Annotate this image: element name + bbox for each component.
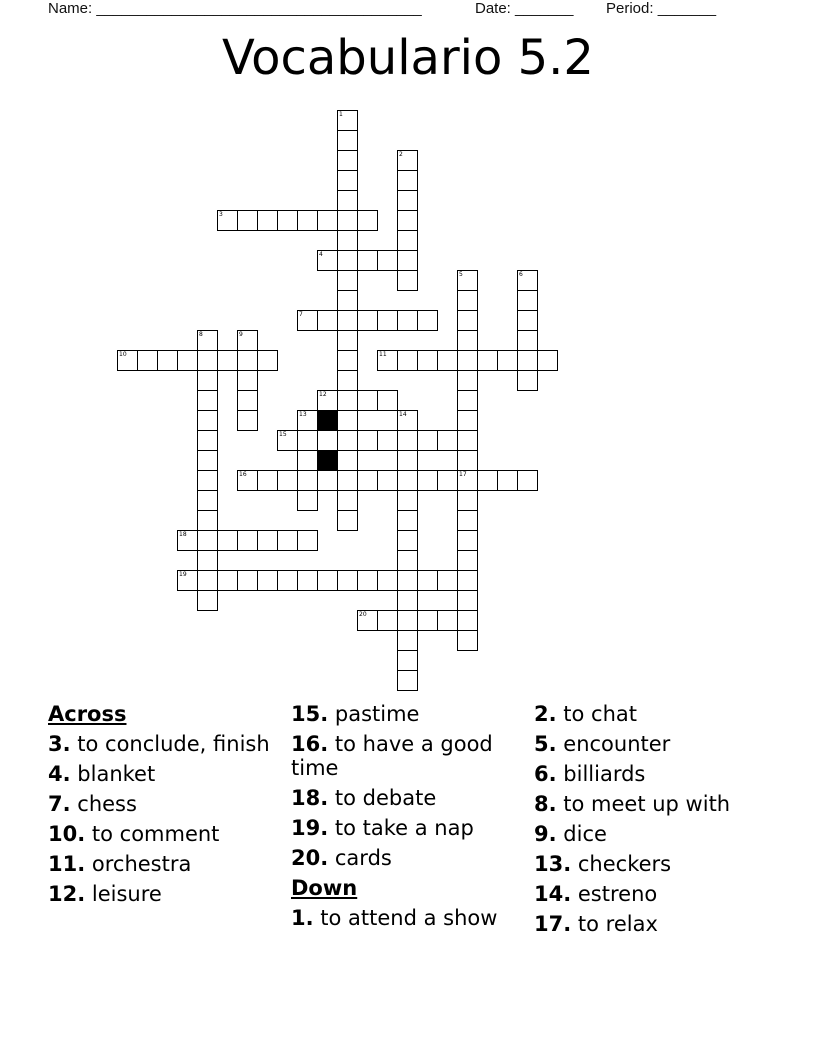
grid-cell[interactable]	[197, 470, 218, 491]
clue-number-label: 4	[319, 251, 323, 258]
clue-across-18	[291, 786, 526, 810]
clue-number: 16.	[291, 732, 329, 756]
grid-cell[interactable]	[397, 630, 418, 651]
grid-cell[interactable]	[337, 170, 358, 191]
grid-cell[interactable]	[237, 410, 258, 431]
grid-cell[interactable]	[457, 610, 478, 631]
grid-cell[interactable]	[277, 430, 298, 451]
grid-cell[interactable]	[197, 510, 218, 531]
clue-number-label: 8	[199, 331, 203, 338]
clue-text: blanket	[77, 762, 156, 786]
clue-text: orchestra	[91, 852, 192, 876]
grid-cell[interactable]	[357, 210, 378, 231]
grid-cell[interactable]	[297, 430, 318, 451]
grid-cell[interactable]	[517, 310, 538, 331]
clue-number: 1.	[291, 906, 314, 930]
grid-cell[interactable]	[257, 210, 278, 231]
grid-cell[interactable]	[457, 350, 478, 371]
grid-cell[interactable]	[317, 570, 338, 591]
grid-cell[interactable]	[457, 570, 478, 591]
grid-cell[interactable]	[237, 570, 258, 591]
clue-number-label: 2	[399, 151, 403, 158]
grid-cell[interactable]	[257, 530, 278, 551]
clue-across-10	[48, 822, 283, 846]
clue-down-1	[291, 906, 526, 930]
grid-cell[interactable]	[257, 350, 278, 371]
grid-cell[interactable]	[337, 190, 358, 211]
clue-down-17	[534, 912, 784, 936]
grid-cell[interactable]	[417, 570, 438, 591]
clue-down-14	[534, 882, 784, 906]
grid-cell[interactable]	[337, 490, 358, 511]
clue-number-label: 9	[239, 331, 243, 338]
grid-cell[interactable]	[397, 450, 418, 471]
clue-down-5	[534, 732, 784, 756]
clue-number: 19.	[291, 816, 329, 840]
clue-text: leisure	[91, 882, 162, 906]
grid-cell[interactable]	[457, 390, 478, 411]
clue-number: 5.	[534, 732, 557, 756]
grid-cell[interactable]	[437, 610, 458, 631]
grid-cell[interactable]	[517, 470, 538, 491]
clue-text: to attend a show	[320, 906, 498, 930]
grid-cell[interactable]	[417, 350, 438, 371]
grid-cell[interactable]	[377, 310, 398, 331]
clue-number-label: 14	[399, 411, 407, 418]
grid-cell[interactable]	[457, 270, 478, 291]
grid-cell[interactable]	[337, 210, 358, 231]
clue-number: 10.	[48, 822, 86, 846]
grid-cell[interactable]	[277, 210, 298, 231]
page-title: Vocabulario 5.2	[222, 30, 594, 86]
grid-cell[interactable]	[377, 430, 398, 451]
clue-text: dice	[563, 822, 607, 846]
grid-cell[interactable]	[397, 250, 418, 271]
grid-cell[interactable]	[377, 470, 398, 491]
date-field-label[interactable]: Date: _______	[475, 0, 574, 17]
grid-cell[interactable]	[417, 430, 438, 451]
grid-cell[interactable]	[397, 510, 418, 531]
grid-cell[interactable]	[337, 310, 358, 331]
grid-cell[interactable]	[197, 370, 218, 391]
clue-number: 15.	[291, 702, 329, 726]
clue-down-13	[534, 852, 784, 876]
clue-number-label: 6	[519, 271, 523, 278]
grid-cell[interactable]	[177, 530, 198, 551]
clue-across-20	[291, 846, 526, 870]
grid-cell[interactable]	[237, 370, 258, 391]
grid-cell[interactable]	[437, 470, 458, 491]
grid-cell[interactable]	[177, 570, 198, 591]
grid-cell[interactable]	[197, 410, 218, 431]
grid-cell[interactable]	[317, 310, 338, 331]
grid-cell[interactable]	[357, 250, 378, 271]
clue-number-label: 10	[119, 351, 127, 358]
grid-cell[interactable]	[337, 290, 358, 311]
clue-number-label: 18	[179, 531, 187, 538]
clue-number: 6.	[534, 762, 557, 786]
grid-cell[interactable]	[457, 330, 478, 351]
clue-number: 13.	[534, 852, 572, 876]
grid-cell[interactable]	[277, 570, 298, 591]
grid-cell[interactable]	[457, 290, 478, 311]
grid-cell[interactable]	[237, 350, 258, 371]
clue-text: to have a good time	[291, 732, 493, 780]
clue-number-label: 15	[279, 431, 287, 438]
black-square	[317, 450, 338, 471]
grid-cell[interactable]	[317, 250, 338, 271]
clue-number: 7.	[48, 792, 71, 816]
grid-cell[interactable]	[317, 210, 338, 231]
clue-number-label: 16	[239, 471, 247, 478]
grid-cell[interactable]	[457, 410, 478, 431]
grid-cell[interactable]	[397, 350, 418, 371]
grid-cell[interactable]	[357, 390, 378, 411]
clue-text: cards	[334, 846, 392, 870]
grid-cell[interactable]	[477, 470, 498, 491]
grid-cell[interactable]	[397, 230, 418, 251]
grid-cell[interactable]	[377, 570, 398, 591]
grid-cell[interactable]	[157, 350, 178, 371]
grid-cell[interactable]	[297, 450, 318, 471]
grid-cell[interactable]	[457, 470, 478, 491]
clue-down-2	[534, 702, 784, 726]
grid-cell[interactable]	[337, 470, 358, 491]
grid-cell[interactable]	[397, 210, 418, 231]
grid-cell[interactable]	[317, 470, 338, 491]
grid-cell[interactable]	[217, 530, 238, 551]
grid-cell[interactable]	[397, 650, 418, 671]
clue-down-9	[534, 822, 784, 846]
clue-text: encounter	[563, 732, 671, 756]
grid-cell[interactable]	[337, 270, 358, 291]
grid-cell[interactable]	[377, 610, 398, 631]
grid-cell[interactable]	[197, 530, 218, 551]
grid-cell[interactable]	[517, 350, 538, 371]
down-heading: Down	[291, 876, 358, 900]
clue-down-8	[534, 792, 784, 816]
grid-cell[interactable]	[297, 470, 318, 491]
clue-number: 9.	[534, 822, 557, 846]
grid-cell[interactable]	[297, 210, 318, 231]
grid-cell[interactable]	[237, 470, 258, 491]
clue-across-3	[48, 732, 283, 756]
clue-across-19	[291, 816, 526, 840]
clue-across-7	[48, 792, 283, 816]
grid-cell[interactable]	[197, 390, 218, 411]
grid-cell[interactable]	[237, 390, 258, 411]
clue-down-6	[534, 762, 784, 786]
grid-cell[interactable]	[397, 430, 418, 451]
grid-cell[interactable]	[337, 510, 358, 531]
clue-across-11	[48, 852, 283, 876]
clue-number-label: 5	[459, 271, 463, 278]
clue-number: 2.	[534, 702, 557, 726]
grid-cell[interactable]	[477, 350, 498, 371]
grid-cell[interactable]	[397, 470, 418, 491]
clue-number: 17.	[534, 912, 572, 936]
grid-cell[interactable]	[337, 430, 358, 451]
grid-cell[interactable]	[277, 530, 298, 551]
name-field-label[interactable]: Name: _______________________________________	[48, 0, 422, 17]
clue-text: to take a nap	[334, 816, 474, 840]
grid-cell[interactable]	[217, 350, 238, 371]
grid-cell[interactable]	[297, 530, 318, 551]
grid-cell[interactable]	[217, 210, 238, 231]
grid-cell[interactable]	[197, 450, 218, 471]
clue-text: to meet up with	[563, 792, 731, 816]
grid-cell[interactable]	[457, 450, 478, 471]
grid-cell[interactable]	[337, 390, 358, 411]
grid-cell[interactable]	[397, 670, 418, 691]
clue-number-label: 3	[219, 211, 223, 218]
clue-text: to conclude, finish	[77, 732, 270, 756]
grid-cell[interactable]	[317, 430, 338, 451]
clue-number: 8.	[534, 792, 557, 816]
grid-cell[interactable]	[437, 350, 458, 371]
grid-cell[interactable]	[357, 310, 378, 331]
clue-number-label: 7	[299, 311, 303, 318]
clue-text: to chat	[563, 702, 637, 726]
grid-cell[interactable]	[457, 430, 478, 451]
grid-cell[interactable]	[297, 410, 318, 431]
grid-cell[interactable]	[357, 610, 378, 631]
grid-cell[interactable]	[337, 230, 358, 251]
grid-cell[interactable]	[257, 470, 278, 491]
grid-cell[interactable]	[137, 350, 158, 371]
clue-across-4	[48, 762, 283, 786]
clue-text: chess	[77, 792, 137, 816]
grid-cell[interactable]	[337, 150, 358, 171]
clue-text: to relax	[577, 912, 658, 936]
period-field-label[interactable]: Period: _______	[606, 0, 717, 17]
grid-cell[interactable]	[197, 570, 218, 591]
grid-cell[interactable]	[297, 490, 318, 511]
clue-number: 18.	[291, 786, 329, 810]
grid-cell[interactable]	[397, 150, 418, 171]
grid-cell[interactable]	[397, 490, 418, 511]
grid-cell[interactable]	[197, 490, 218, 511]
grid-cell[interactable]	[317, 390, 338, 411]
grid-cell[interactable]	[397, 170, 418, 191]
clue-across-12	[48, 882, 283, 906]
grid-cell[interactable]	[337, 450, 358, 471]
grid-cell[interactable]	[517, 330, 538, 351]
grid-cell[interactable]	[397, 190, 418, 211]
clue-text: estreno	[577, 882, 658, 906]
grid-cell[interactable]	[197, 550, 218, 571]
clue-number-label: 13	[299, 411, 307, 418]
clue-text: pastime	[334, 702, 420, 726]
grid-cell[interactable]	[337, 330, 358, 351]
grid-cell[interactable]	[457, 530, 478, 551]
clue-number-label: 17	[459, 471, 467, 478]
grid-cell[interactable]	[337, 570, 358, 591]
grid-cell[interactable]	[457, 510, 478, 531]
clue-text: billiards	[563, 762, 646, 786]
grid-cell[interactable]	[217, 570, 238, 591]
clue-number-label: 12	[319, 391, 327, 398]
grid-cell[interactable]	[197, 330, 218, 351]
grid-cell[interactable]	[377, 350, 398, 371]
clue-number-label: 19	[179, 571, 187, 578]
grid-cell[interactable]	[397, 570, 418, 591]
grid-cell[interactable]	[237, 210, 258, 231]
grid-cell[interactable]	[277, 470, 298, 491]
grid-cell[interactable]	[397, 550, 418, 571]
across-heading: Across	[48, 702, 127, 726]
grid-cell[interactable]	[517, 370, 538, 391]
grid-cell[interactable]	[457, 630, 478, 651]
grid-cell[interactable]	[197, 590, 218, 611]
grid-cell[interactable]	[197, 430, 218, 451]
clue-across-16	[291, 732, 526, 780]
grid-cell[interactable]	[337, 370, 358, 391]
clue-text: to debate	[334, 786, 437, 810]
clue-number: 3.	[48, 732, 71, 756]
grid-cell[interactable]	[457, 310, 478, 331]
grid-cell[interactable]	[397, 590, 418, 611]
clue-column-1	[48, 702, 283, 912]
grid-cell[interactable]	[237, 330, 258, 351]
grid-cell[interactable]	[517, 270, 538, 291]
grid-cell[interactable]	[257, 570, 278, 591]
grid-cell[interactable]	[457, 370, 478, 391]
grid-cell[interactable]	[377, 390, 398, 411]
grid-cell[interactable]	[197, 350, 218, 371]
clue-text: to comment	[91, 822, 220, 846]
grid-cell[interactable]	[337, 410, 358, 431]
grid-cell[interactable]	[397, 310, 418, 331]
grid-cell[interactable]	[417, 310, 438, 331]
grid-cell[interactable]	[417, 470, 438, 491]
clue-number: 12.	[48, 882, 86, 906]
grid-cell[interactable]	[237, 530, 258, 551]
grid-cell[interactable]	[297, 310, 318, 331]
grid-cell[interactable]	[117, 350, 138, 371]
clue-column-3	[534, 702, 784, 942]
grid-cell[interactable]	[537, 350, 558, 371]
clue-text: checkers	[577, 852, 672, 876]
grid-cell[interactable]	[397, 410, 418, 431]
grid-cell[interactable]	[497, 470, 518, 491]
grid-cell[interactable]	[457, 590, 478, 611]
grid-cell[interactable]	[437, 430, 458, 451]
clue-number-label: 20	[359, 611, 367, 618]
grid-cell[interactable]	[337, 250, 358, 271]
clue-number: 14.	[534, 882, 572, 906]
grid-cell[interactable]	[397, 530, 418, 551]
grid-cell[interactable]	[357, 430, 378, 451]
grid-cell[interactable]	[457, 490, 478, 511]
grid-cell[interactable]	[337, 130, 358, 151]
grid-cell[interactable]	[417, 610, 438, 631]
clue-number: 20.	[291, 846, 329, 870]
grid-cell[interactable]	[437, 570, 458, 591]
clue-number: 11.	[48, 852, 86, 876]
grid-cell[interactable]	[397, 270, 418, 291]
grid-cell[interactable]	[177, 350, 198, 371]
clue-across-15	[291, 702, 526, 726]
grid-cell[interactable]	[357, 470, 378, 491]
clue-column-2	[291, 702, 526, 936]
clue-number: 4.	[48, 762, 71, 786]
grid-cell[interactable]	[497, 350, 518, 371]
black-square	[317, 410, 338, 431]
grid-cell[interactable]	[297, 570, 318, 591]
grid-cell[interactable]	[457, 550, 478, 571]
clue-number-label: 11	[379, 351, 387, 358]
grid-cell[interactable]	[377, 250, 398, 271]
grid-cell[interactable]	[337, 110, 358, 131]
grid-cell[interactable]	[337, 350, 358, 371]
clue-number-label: 1	[339, 111, 343, 118]
grid-cell[interactable]	[357, 570, 378, 591]
grid-cell[interactable]	[397, 610, 418, 631]
grid-cell[interactable]	[517, 290, 538, 311]
